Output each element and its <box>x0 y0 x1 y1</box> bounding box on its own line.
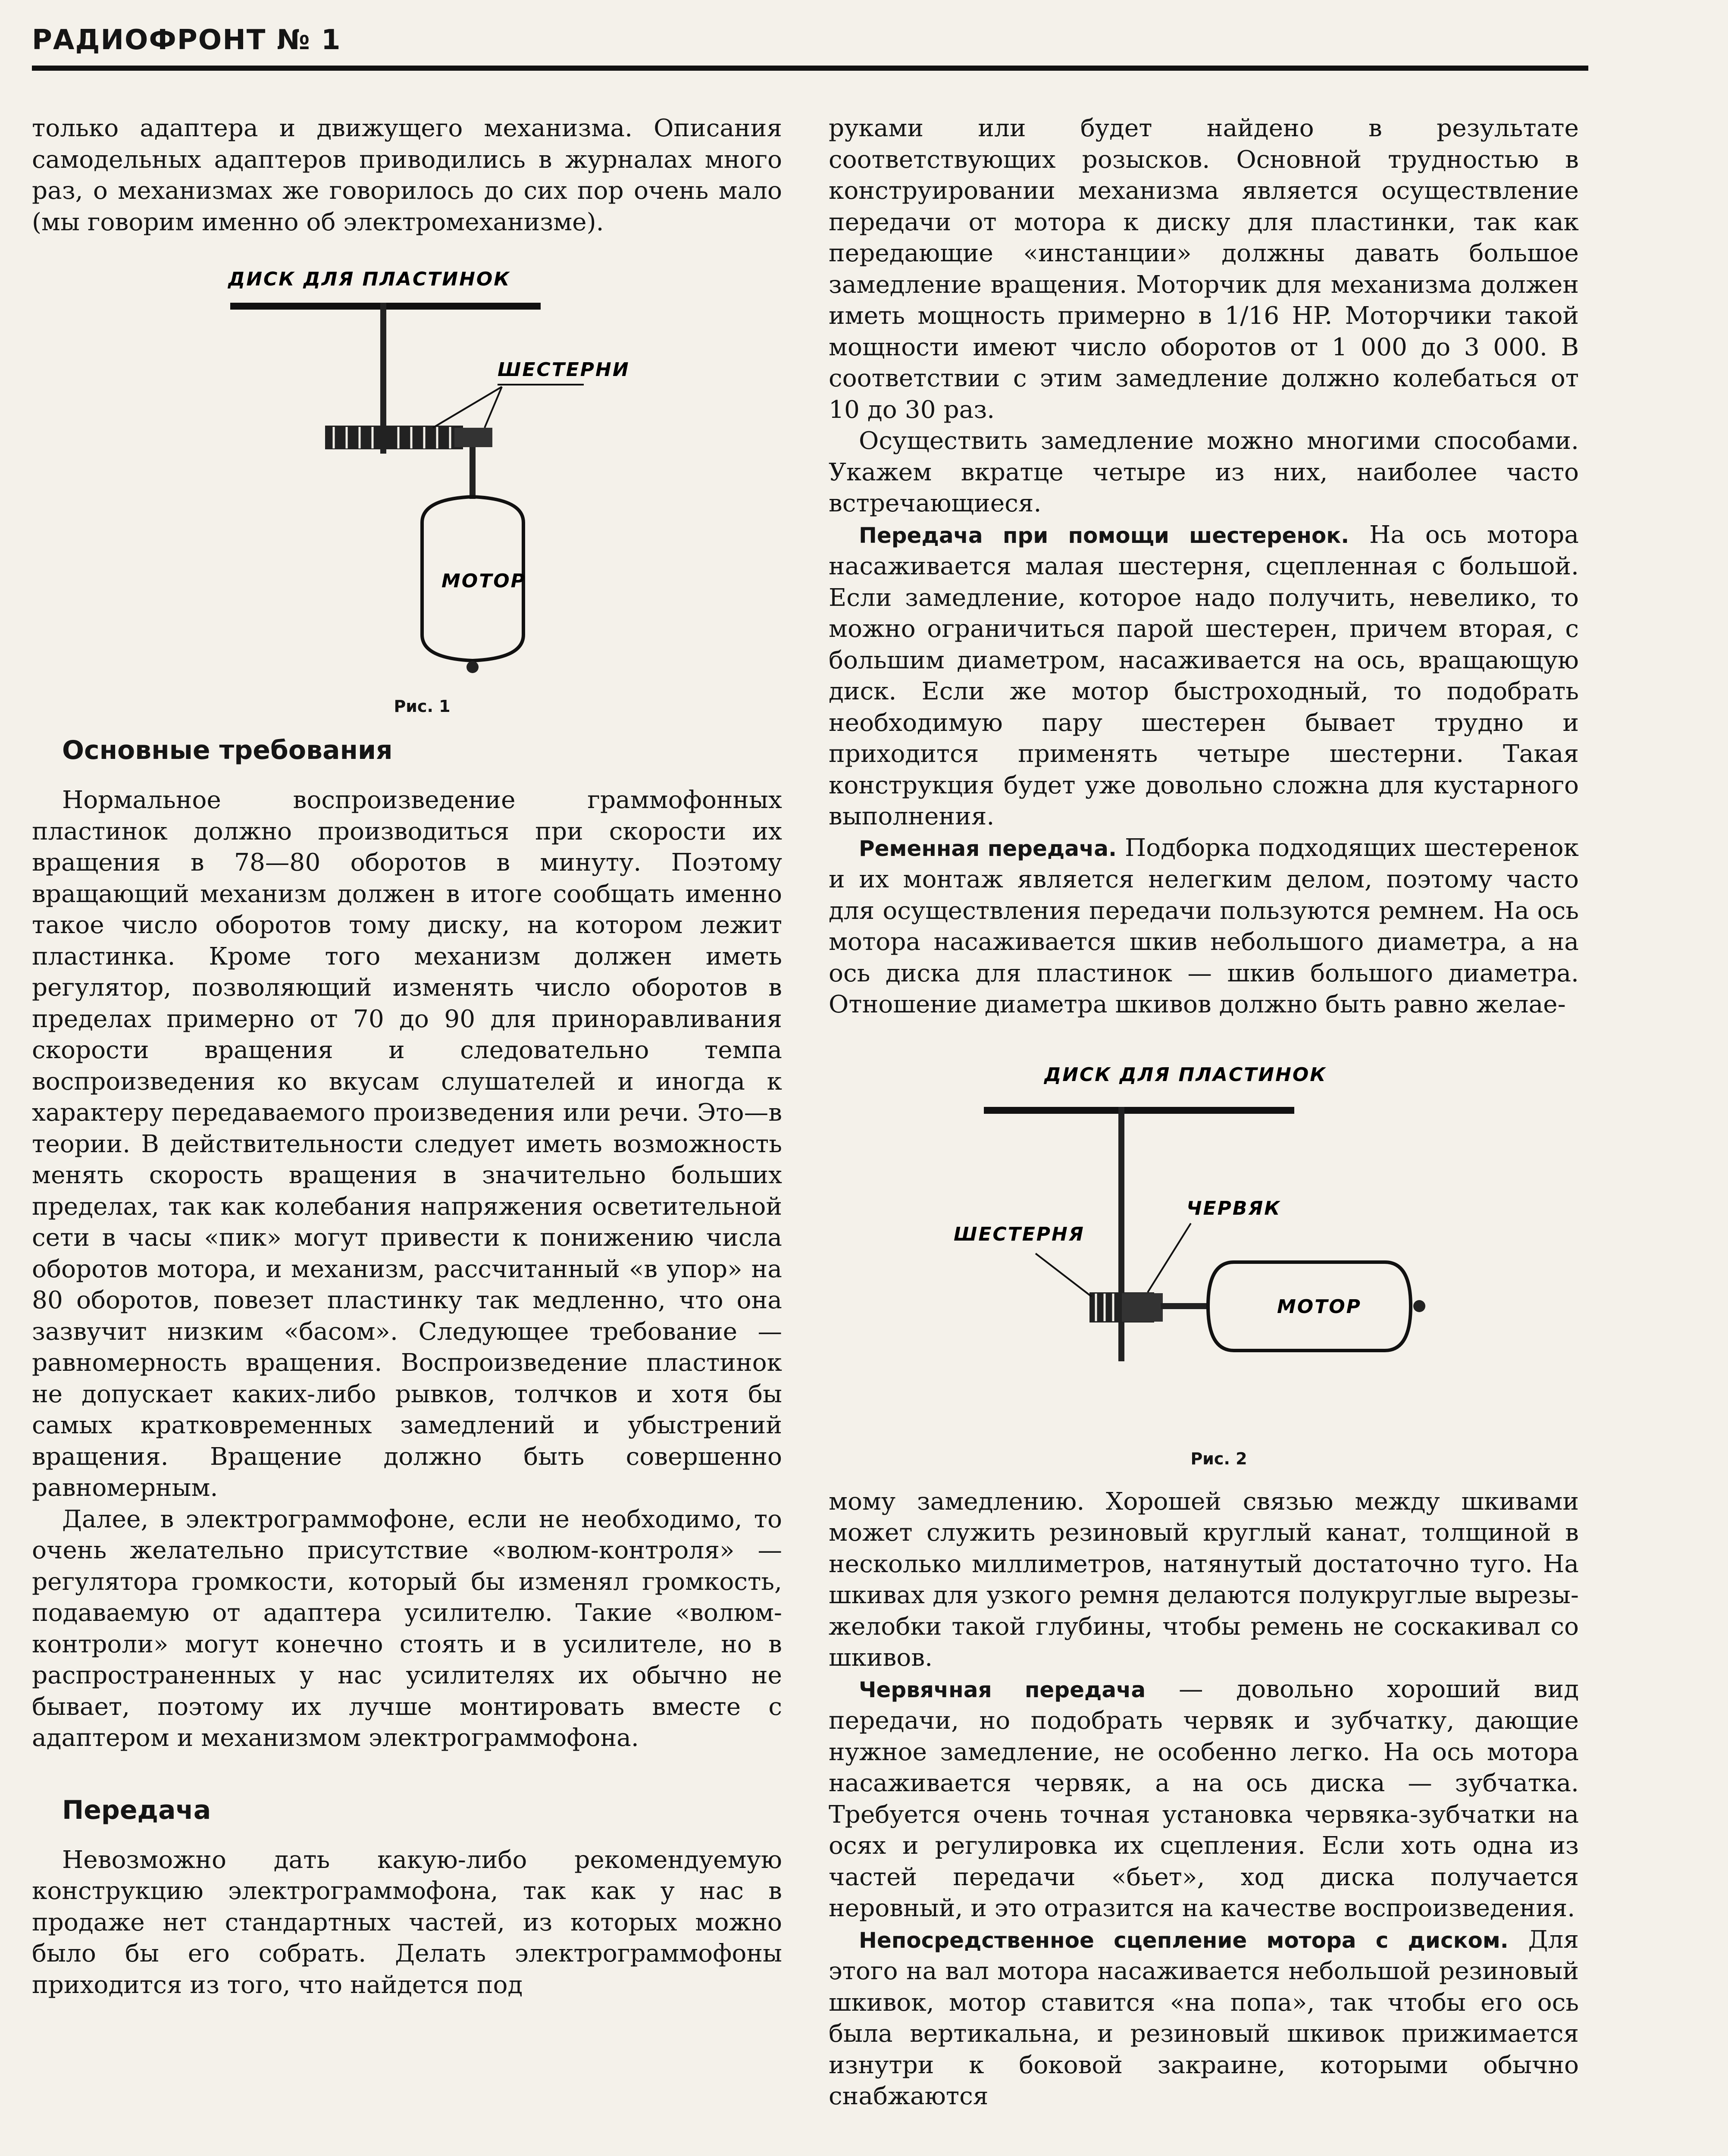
fig2-worm-label: ЧЕРВЯК <box>1186 1197 1281 1219</box>
figure-2 <box>829 1034 1579 1486</box>
right-intro-paragraph: руками или будет найдено в результате соответствующих розысков. Основной трудностью в конструировании механизма является осуществление передачи от мотора к диску для пластинки, так как передающие «инстанции» должны давать большое замедление вращения. Моторчик для механизма должен иметь мощность примерно в 1/16 HP. Моторчики такой мощности имеют число оборотов от 1 000 до 3 000. В соответствии с этим замедление должно колебаться от 10 до 30 раз. <box>829 114 1579 424</box>
figure-1 <box>32 255 782 725</box>
figure-1-caption: Рис. 1 <box>394 697 451 716</box>
fig2-motor-end <box>1413 1300 1425 1312</box>
fig1-leader-large-gear <box>433 387 502 428</box>
header-rule <box>32 66 1588 71</box>
belt-transmission-paragraph <box>829 833 1579 1021</box>
left-intro-paragraph: только адаптера и движущего механизма. Описания самодельных адаптеров приводились в журналах много раз, о механизмах же говорилось до сих пор очень мало (мы говорим именно об электромеханизме). <box>32 114 782 236</box>
belt-transmission-lead: Ременная передача. <box>859 836 1117 861</box>
fig2-motor-shaft <box>1161 1303 1208 1309</box>
gear-transmission-lead: Передача при помощи шестеренок. <box>859 523 1349 548</box>
gear-transmission-text: На ось мотора насаживается малая шестерня, сцепленная с большой. Если замедление, которое надо получить, невелико, то можно ограничиться парой шестерен, причем вторая, с большим диаметром, насаживается на ось, вращающую диск. Если же мотор быстроходный, то подобрать необходимую пару шестерен бывает трудно и приходится применять четыре шестерни. Такая конструкция будет уже довольно сложна для кустарного выполнения. <box>829 520 1579 830</box>
page-header <box>32 24 1588 72</box>
requirements-paragraph-2: Далее, в электрограммофоне, если не необходимо, то очень желательно присутствие «волюм-контроля» — регулятора громкости, который бы изменял громкость, подаваемую от адаптера усилителю. Такие «волюм-контроли» могут конечно стоять и в усилителе, но в распространенных у нас усилителях их обычно не бывает, поэтому их лучше монтировать вместе с адаптером и механизмом электрограммофона. <box>32 1505 782 1752</box>
fig1-disk-label: ДИСК ДЛЯ ПЛАСТИНОК <box>228 268 511 290</box>
heading-transmission: Передача <box>62 1795 211 1825</box>
gear-transmission-paragraph <box>829 520 1579 833</box>
fig1-leader-small-gear <box>485 387 502 428</box>
requirements-paragraph-1: Нормальное воспроизведение граммофонных пластинок должно производиться при скорости их вращения в 78—80 оборотов в минуту. Поэтому вращающий механизм должен в итоге сообщать именно такое число оборотов тому диску, на котором лежит пластинка. Кроме того механизм должен иметь регулятор, позволяющий изменять число оборотов в пределах примерно от 70 до 90 для приноравливания скорости вращения и следовательно темпа воспроизведения ко вкусам слушателей и иногда к характеру передаваемого произведения или речи. Это—в теории. В действительности следует иметь возможность менять скорость вращения в значительно больших пределах, так как колебания напряжения осветительной сети в часы «пик» могут привести к понижению числа оборотов мотора, и механизм, рассчитанный «в упор» на 80 оборотов, повезет пластинку так медленно, что она зазвучит низким «басом». Следующее требование — равномерность вращения. Воспроизведение пластинок не допускает каких-либо рывков, толчков и хотя бы самых кратковременных замедлений и убыстрений вращения. Вращение должно быть совершенно равномерным. <box>32 786 782 1502</box>
fig2-leader-gear <box>1036 1253 1092 1297</box>
fig1-motor-foot <box>466 661 479 673</box>
fig2-leader-worm <box>1148 1223 1191 1292</box>
fig1-small-gear <box>454 428 492 447</box>
figure-2-caption: Рис. 2 <box>1190 1449 1247 1468</box>
fig1-gears-label: ШЕСТЕРНИ <box>498 359 630 381</box>
fig2-disk-label: ДИСК ДЛЯ ПЛАСТИНОК <box>1044 1063 1327 1086</box>
fig2-record-disk <box>984 1107 1294 1114</box>
worm-transmission-paragraph <box>829 1674 1579 1924</box>
fig2-spindle <box>1118 1107 1124 1361</box>
fig2-motor-label: МОТОР <box>1277 1295 1362 1318</box>
fig1-motor-shaft <box>470 447 476 499</box>
fig2-gear-label: ШЕСТЕРНЯ <box>954 1223 1085 1245</box>
direct-drive-paragraph <box>829 1924 1579 2112</box>
worm-transmission-text: — довольно хороший вид передачи, но подобрать червяк и зубчатку, дающие нужное замедление, не особенно легко. На ось мотора насаживается червяк, а на ось диска — зубчатка. Требуется очень точная установка червяка-зубчатки на осях и регулировка их сцепления. Если хоть одна из частей передачи «бьет», ход диска получается неровный, и это отразится на качестве воспроизведения. <box>829 1675 1579 1922</box>
right-intro-paragraph-2: Осуществить замедление можно многими способами. Укажем вкратце четыре из них, наиболее часто встречающиеся. <box>829 427 1579 517</box>
direct-drive-lead: Непосредственное сцепление мотора с диском. <box>859 1927 1509 1953</box>
journal-title: РАДИОФРОНТ № 1 <box>32 24 341 56</box>
belt-transmission-continuation: мому замедлению. Хорошей связью между шкивами может служить резиновый круглый канат, толщиной в несколько миллиметров, натянутый достаточно туго. На шкивах для узкого ремня делаются полукруглые вырезы-желобки такой глубины, чтобы ремень не соскакивал со шкивов. <box>829 1487 1579 1672</box>
right-column <box>829 113 1579 2112</box>
worm-transmission-lead: Червячная передача <box>859 1677 1146 1702</box>
direct-drive-text: Для этого на вал мотора насаживается небольшой резиновый шкивок, мотор ставится «на попа», так чтобы его ось была вертикальна, и резиновый шкивок прижимается изнутри к боковой закраине, которыми обычно снабжаются <box>829 1925 1579 2110</box>
heading-requirements: Основные требования <box>62 735 393 765</box>
left-column <box>32 113 782 2001</box>
transmission-paragraph-1: Невозможно дать какую-либо рекомендуемую конструкцию электрограммофона, так как у нас в продаже нет стандартных частей, из которых можно было бы его собрать. Делать электрограммофоны приходится из того, что найдется под <box>32 1846 782 1999</box>
fig2-worm <box>1122 1293 1163 1322</box>
figure-1-drawing <box>32 255 782 686</box>
belt-transmission-text: Подборка подходящих шестеренок и их монтаж является нелегким делом, поэтому часто для осуществления передачи пользуются ремнем. На ось мотора насаживается шкив небольшого диаметра, а на ось диска для пластинок — шкив большого диаметра. Отношение диаметра шкивов должно быть равно желае- <box>829 834 1579 1018</box>
figure-2-drawing <box>829 1034 1579 1439</box>
fig1-motor-label: МОТОР <box>441 570 526 592</box>
